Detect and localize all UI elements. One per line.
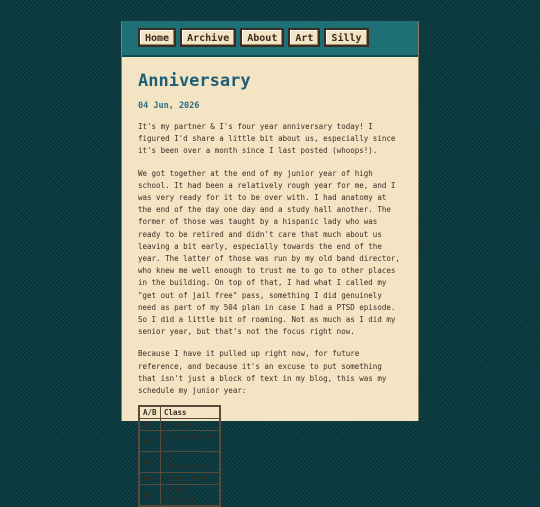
table-row <box>139 431 220 452</box>
table-row <box>139 419 220 431</box>
schedule-block: A2 <box>139 431 161 452</box>
schedule-class: AP US History <box>161 485 221 507</box>
table-row <box>139 452 220 473</box>
schedule-block: A4 <box>139 473 161 485</box>
nav-bar <box>122 21 418 57</box>
post-paragraph-1: It's my partner & I's four year anniversary today! I figured I'd share a little bit about us, especially since it's been over a month since I last posted (whoops!). <box>138 122 396 156</box>
post-content <box>122 57 418 507</box>
schedule-class: Photography I <box>161 431 221 452</box>
schedule-class: Study Hall <box>161 473 221 485</box>
table-row <box>139 473 220 485</box>
schedule-block: A1 <box>139 419 161 431</box>
post-title: Anniversary <box>138 71 251 91</box>
schedule-block: B1 <box>139 485 161 507</box>
nav-about-button[interactable]: About <box>240 28 284 47</box>
nav-archive-button[interactable]: Archive <box>180 28 236 47</box>
schedule-class: Economics <box>161 419 221 431</box>
schedule-table <box>138 405 221 507</box>
table-row <box>139 485 220 507</box>
post-paragraph-2: We got together at the end of my junior year of high school. It had been a relatively rough year for me, and I was very ready for it to be over with. I had anatomy at the end of the day one day and a study hall another. The former of those was taught by a hispanic lady who was ready to be retired and didn't care that much about us leaving a bit early, especially towards the end of the year. The latter of those was run by my old band director, who knew me well enough to trust me to go to other places in the building. On top of that, I had what I called my "get out of jail free" pass, something I did genuinely need as part of my 504 plan in case I had a PTSD episode. So I did a little bit of roaming. Not as much as I did my senior year, but that's not the focus right now. <box>138 168 400 337</box>
schedule-class: AP Statistics* <box>161 452 221 473</box>
post-date: 04 Jun, 2026 <box>138 101 200 111</box>
schedule-header-ab: A/B <box>139 406 161 419</box>
schedule-block: A3 <box>139 452 161 473</box>
nav-art-button[interactable]: Art <box>288 28 320 47</box>
nav-home-button[interactable]: Home <box>138 28 176 47</box>
blog-page <box>121 21 419 505</box>
schedule-header-class: Class <box>161 406 221 419</box>
nav-silly-button[interactable]: Silly <box>324 28 368 47</box>
post-paragraph-3: Because I have it pulled up right now, for future reference, and because it's an excuse to put something that isn't just a block of text in my blog, this was my schedule my junior year: <box>138 349 387 396</box>
schedule-header-row <box>139 406 220 419</box>
